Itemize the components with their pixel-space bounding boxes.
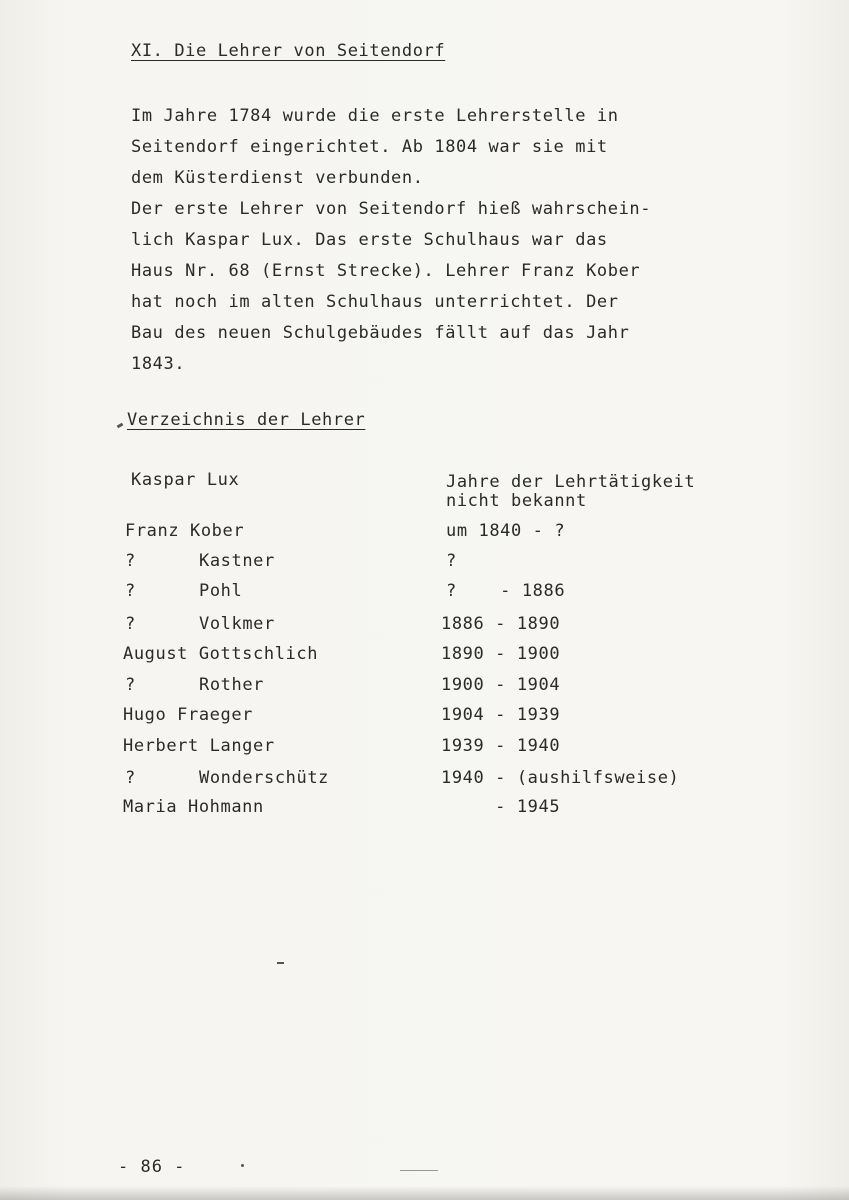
paragraph-line: hat noch im alten Schulhaus unterrichtet. Der <box>131 292 619 312</box>
teacher-name: Maria Hohmann <box>123 797 264 817</box>
teacher-name: Kastner <box>199 551 275 571</box>
teacher-name: Pohl <box>199 581 243 601</box>
paragraph-line: Haus Nr. 68 (Ernst Strecke). Lehrer Franz Kober <box>131 261 641 281</box>
teacher-years: um 1840 - ? <box>446 521 566 541</box>
teacher-prefix: ? <box>125 551 136 571</box>
table-row <box>0 644 849 666</box>
teacher-years: 1904 - 1939 <box>441 705 561 725</box>
teacher-name: Rother <box>199 675 265 695</box>
teacher-prefix: ? <box>125 614 136 634</box>
table-row <box>0 614 849 636</box>
table-row <box>0 521 849 543</box>
table-row <box>0 797 849 819</box>
page-number: - 86 - <box>118 1157 186 1177</box>
paragraph-line: Der erste Lehrer von Seitendorf hieß wahrschein- <box>131 199 652 219</box>
table-row <box>0 768 849 790</box>
paragraph-line: dem Küsterdienst verbunden. <box>131 168 424 188</box>
teacher-name: Herbert Langer <box>123 736 275 756</box>
paragraph-line: Im Jahre 1784 wurde die erste Lehrerstelle in <box>131 106 619 126</box>
table-row <box>0 581 849 603</box>
table-row <box>0 705 849 727</box>
teacher-name: Volkmer <box>199 614 275 634</box>
teacher-prefix: ? <box>125 581 136 601</box>
teacher-years: 1886 - 1890 <box>441 614 561 634</box>
table-row <box>0 470 849 492</box>
section-paragraph <box>131 101 651 380</box>
years-header-line: nicht bekannt <box>446 491 587 511</box>
teacher-years: 1890 - 1900 <box>441 644 561 664</box>
teacher-years: 1940 - (aushilfsweise) <box>441 768 680 788</box>
paragraph-line: Bau des neuen Schulgebäudes fällt auf das Jahr <box>131 323 630 343</box>
table-row <box>0 551 849 573</box>
teacher-name: August Gottschlich <box>123 644 319 664</box>
teacher-prefix: ? <box>125 675 136 695</box>
table-row <box>0 675 849 697</box>
teacher-name: Hugo Fraeger <box>123 705 254 725</box>
paragraph-line: 1843. <box>131 354 186 374</box>
stray-mark <box>277 962 284 964</box>
teacher-years: - 1945 <box>441 797 561 817</box>
section-heading: XI. Die Lehrer von Seitendorf <box>131 41 446 61</box>
stray-line <box>400 1170 438 1171</box>
teacher-name: Wonderschütz <box>199 768 330 788</box>
years-header-line: Jahre der Lehrtätigkeit <box>446 472 696 492</box>
teacher-name: Franz Kober <box>125 521 245 541</box>
scan-edge-shadow <box>0 1186 849 1200</box>
paragraph-line: Seitendorf eingerichtet. Ab 1804 war sie mit <box>131 137 608 157</box>
pen-mark <box>117 423 124 429</box>
teacher-years: 1939 - 1940 <box>441 736 561 756</box>
stray-dot <box>241 1164 244 1167</box>
teachers-heading: Verzeichnis der Lehrer <box>127 410 366 430</box>
paragraph-line: lich Kaspar Lux. Das erste Schulhaus war das <box>131 230 608 250</box>
teacher-prefix: ? <box>125 768 136 788</box>
table-row <box>0 736 849 758</box>
teacher-years: ? - 1886 <box>446 581 566 601</box>
teacher-years: ? <box>446 551 457 571</box>
teacher-years: 1900 - 1904 <box>441 675 561 695</box>
teacher-name: Kaspar Lux <box>131 470 240 490</box>
